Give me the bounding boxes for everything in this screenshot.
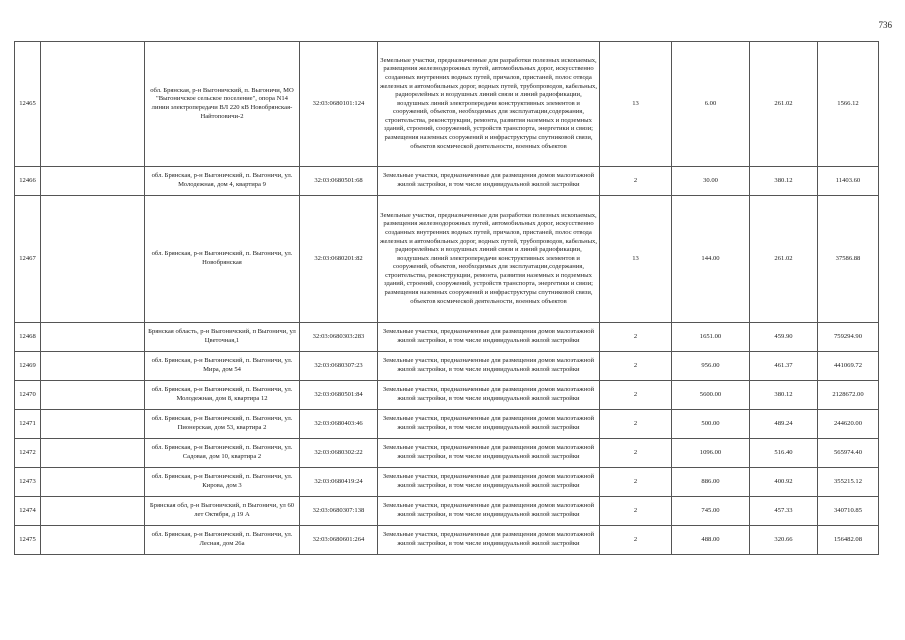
- row-cadastral-value-cell: 441069.72: [818, 352, 879, 381]
- row-rate-cell: 459.90: [750, 323, 818, 352]
- table-row: [15, 410, 879, 439]
- row-land-use-cell: Земельные участки, предназначенные для разработки полезных ископаемых, размещения железнодорожных путей, автомобильных дорог, искусственно созданных внутренних водных путей, причалов, пристаней, полос отвода железных и автомобильных дорог, водных путей, трубопроводов, кабельных, радиорелейных и воздушных линий связи и линий радиофикации, воздушных линий электропередачи конструктивных элементов и сооружений, объектов, необходимых для эксплуатации,содержания, строительства, реконструкции, ремонта, развития наземных и подземных зданий, строений, сооружений, устройств транспорта, энергетики и связи; размещения наземных сооружений и инфраструктуры спутниковой связи, объектов космической деятельности, военных объектов: [378, 196, 600, 323]
- cadastral-value-table: [14, 41, 879, 555]
- row-area-cell: 1651.00: [672, 323, 750, 352]
- table-row: [15, 42, 879, 167]
- row-land-use-cell: Земельные участки, предназначенные для разработки полезных ископаемых, размещения железнодорожных путей, автомобильных дорог, искусственно созданных внутренних водных путей, причалов, пристаней, полос отвода железных и автомобильных дорог, водных путей, трубопроводов, кабельных, радиорелейных и воздушных линий связи и линий радиофикации, воздушных линий электропередачи конструктивных элементов и сооружений, объектов, необходимых для эксплуатации,содержания, строительства, реконструкции, ремонта, развития наземных и подземных зданий, строений, сооружений, устройств транспорта, энергетики и связи; размещения наземных сооружений и инфраструктуры спутниковой связи, объектов космической деятельности, военных объектов: [378, 42, 600, 167]
- row-blank-cell: [41, 167, 145, 196]
- row-area-cell: 886.00: [672, 468, 750, 497]
- row-use-code-cell: 2: [600, 468, 672, 497]
- row-id-cell: 12473: [15, 468, 41, 497]
- row-blank-cell: [41, 468, 145, 497]
- row-area-cell: 5600.00: [672, 381, 750, 410]
- row-land-use-cell: Земельные участки, предназначенные для размещения домов малоэтажной жилой застройки, в том числе индивидуальной жилой застройки: [378, 352, 600, 381]
- row-cadastral-number-cell: 32:03:0680419:24: [300, 468, 378, 497]
- row-land-use-cell: Земельные участки, предназначенные для размещения домов малоэтажной жилой застройки, в том числе индивидуальной жилой застройки: [378, 526, 600, 555]
- table-row: [15, 196, 879, 323]
- row-rate-cell: 380.12: [750, 167, 818, 196]
- row-cadastral-value-cell: 156482.08: [818, 526, 879, 555]
- row-address-cell: обл. Брянская, р-н Выгоничский, п. Выгоничи, МО "Выгоничское сельское поселение", опора N14 линии электропередачи ВЛ 220 кВ Новобрянская-Найтоповичи-2: [145, 42, 300, 167]
- row-cadastral-value-cell: 355215.12: [818, 468, 879, 497]
- table-row: [15, 526, 879, 555]
- row-id-cell: 12465: [15, 42, 41, 167]
- row-cadastral-number-cell: 32:03:0680403:46: [300, 410, 378, 439]
- row-cadastral-number-cell: 32:03:0680201:82: [300, 196, 378, 323]
- row-address-cell: обл. Брянская, р-н Выгоничский, п. Выгоничи, ул. Пионерская, дом 53, квартира 2: [145, 410, 300, 439]
- row-rate-cell: 261.02: [750, 42, 818, 167]
- row-rate-cell: 461.37: [750, 352, 818, 381]
- row-id-cell: 12466: [15, 167, 41, 196]
- row-use-code-cell: 2: [600, 497, 672, 526]
- row-id-cell: 12475: [15, 526, 41, 555]
- row-use-code-cell: 2: [600, 352, 672, 381]
- row-address-cell: обл. Брянская, р-н Выгоничский, п. Выгоничи, ул. Лесная, дом 26а: [145, 526, 300, 555]
- row-id-cell: 12472: [15, 439, 41, 468]
- row-cadastral-value-cell: 565974.40: [818, 439, 879, 468]
- row-rate-cell: 489.24: [750, 410, 818, 439]
- row-use-code-cell: 2: [600, 439, 672, 468]
- page-number: 736: [878, 20, 892, 30]
- row-rate-cell: 400.92: [750, 468, 818, 497]
- row-rate-cell: 457.33: [750, 497, 818, 526]
- row-area-cell: 500.00: [672, 410, 750, 439]
- row-cadastral-value-cell: 759294.90: [818, 323, 879, 352]
- row-cadastral-number-cell: 32:03:0680101:124: [300, 42, 378, 167]
- row-id-cell: 12469: [15, 352, 41, 381]
- row-address-cell: обл. Брянская, р-н Выгоничский, п. Выгоничи, ул. Кирова, дом 3: [145, 468, 300, 497]
- row-rate-cell: 320.66: [750, 526, 818, 555]
- table-row: [15, 381, 879, 410]
- row-address-cell: обл. Брянская, р-н Выгоничский, п. Выгоничи, ул. Новобрянская: [145, 196, 300, 323]
- table-row: [15, 468, 879, 497]
- row-address-cell: Брянская область, р-н Выгоничский, п Выгоничи, ул Цветочная,1: [145, 323, 300, 352]
- row-blank-cell: [41, 42, 145, 167]
- table-row: [15, 323, 879, 352]
- row-land-use-cell: Земельные участки, предназначенные для размещения домов малоэтажной жилой застройки, в том числе индивидуальной жилой застройки: [378, 323, 600, 352]
- row-land-use-cell: Земельные участки, предназначенные для размещения домов малоэтажной жилой застройки, в том числе индивидуальной жилой застройки: [378, 410, 600, 439]
- row-address-cell: обл. Брянская, р-н Выгоничский, п. Выгоничи, ул. Молодежная, дом 8, квартира 12: [145, 381, 300, 410]
- row-use-code-cell: 13: [600, 196, 672, 323]
- row-use-code-cell: 2: [600, 526, 672, 555]
- row-cadastral-value-cell: 37586.88: [818, 196, 879, 323]
- row-cadastral-number-cell: 32:03:0680307:23: [300, 352, 378, 381]
- row-blank-cell: [41, 323, 145, 352]
- row-cadastral-value-cell: 2128672.00: [818, 381, 879, 410]
- row-blank-cell: [41, 497, 145, 526]
- row-address-cell: обл. Брянская, р-н Выгоничский, п. Выгоничи, ул. Молодежная, дом 4, квартира 9: [145, 167, 300, 196]
- row-cadastral-number-cell: 32:03:0680501:68: [300, 167, 378, 196]
- row-address-cell: Брянская обл, р-н Выгоничский, п Выгоничи, ул 60 лет Октября, д 19 А: [145, 497, 300, 526]
- row-id-cell: 12474: [15, 497, 41, 526]
- row-cadastral-number-cell: 32:03:0680501:84: [300, 381, 378, 410]
- row-cadastral-value-cell: 244620.00: [818, 410, 879, 439]
- row-land-use-cell: Земельные участки, предназначенные для размещения домов малоэтажной жилой застройки, в том числе индивидуальной жилой застройки: [378, 381, 600, 410]
- row-blank-cell: [41, 381, 145, 410]
- row-blank-cell: [41, 352, 145, 381]
- row-address-cell: обл. Брянская, р-н Выгоничский, п. Выгоничи, ул. Мира, дом 54: [145, 352, 300, 381]
- row-id-cell: 12467: [15, 196, 41, 323]
- row-land-use-cell: Земельные участки, предназначенные для размещения домов малоэтажной жилой застройки, в том числе индивидуальной жилой застройки: [378, 497, 600, 526]
- row-blank-cell: [41, 439, 145, 468]
- row-area-cell: 488.00: [672, 526, 750, 555]
- table-row: [15, 439, 879, 468]
- row-rate-cell: 261.02: [750, 196, 818, 323]
- row-cadastral-number-cell: 32:03:0680601:264: [300, 526, 378, 555]
- row-area-cell: 956.00: [672, 352, 750, 381]
- row-area-cell: 745.00: [672, 497, 750, 526]
- table-row: [15, 352, 879, 381]
- row-land-use-cell: Земельные участки, предназначенные для размещения домов малоэтажной жилой застройки, в том числе индивидуальной жилой застройки: [378, 468, 600, 497]
- row-cadastral-value-cell: 11403.60: [818, 167, 879, 196]
- row-blank-cell: [41, 196, 145, 323]
- row-area-cell: 1096.00: [672, 439, 750, 468]
- row-cadastral-number-cell: 32:03:0680302:22: [300, 439, 378, 468]
- row-address-cell: обл. Брянская, р-н Выгоничский, п. Выгоничи, ул. Садовая, дом 10, квартира 2: [145, 439, 300, 468]
- row-rate-cell: 380.12: [750, 381, 818, 410]
- row-cadastral-value-cell: 1566.12: [818, 42, 879, 167]
- row-area-cell: 30.00: [672, 167, 750, 196]
- row-id-cell: 12470: [15, 381, 41, 410]
- row-cadastral-number-cell: 32:03:0680303:283: [300, 323, 378, 352]
- row-cadastral-value-cell: 340710.85: [818, 497, 879, 526]
- row-use-code-cell: 13: [600, 42, 672, 167]
- row-rate-cell: 516.40: [750, 439, 818, 468]
- row-land-use-cell: Земельные участки, предназначенные для размещения домов малоэтажной жилой застройки, в том числе индивидуальной жилой застройки: [378, 167, 600, 196]
- row-blank-cell: [41, 526, 145, 555]
- row-area-cell: 6.00: [672, 42, 750, 167]
- row-id-cell: 12468: [15, 323, 41, 352]
- row-use-code-cell: 2: [600, 167, 672, 196]
- table-row: [15, 167, 879, 196]
- row-blank-cell: [41, 410, 145, 439]
- row-id-cell: 12471: [15, 410, 41, 439]
- row-cadastral-number-cell: 32:03:0680307:138: [300, 497, 378, 526]
- table-row: [15, 497, 879, 526]
- row-use-code-cell: 2: [600, 381, 672, 410]
- row-use-code-cell: 2: [600, 323, 672, 352]
- row-area-cell: 144.00: [672, 196, 750, 323]
- row-land-use-cell: Земельные участки, предназначенные для размещения домов малоэтажной жилой застройки, в том числе индивидуальной жилой застройки: [378, 439, 600, 468]
- row-use-code-cell: 2: [600, 410, 672, 439]
